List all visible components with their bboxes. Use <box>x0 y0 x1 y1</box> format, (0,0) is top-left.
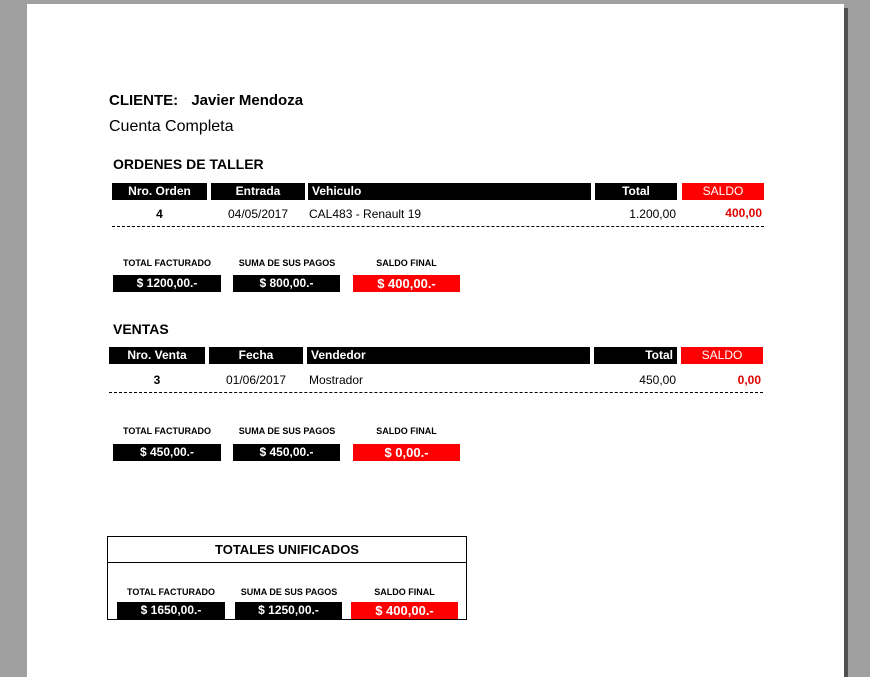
client-name: Javier Mendoza <box>191 92 304 109</box>
sales-saldo-label: SALDO FINAL <box>376 426 437 436</box>
unified-saldo-label: SALDO FINAL <box>374 587 435 597</box>
unified-totals-title: TOTALES UNIFICADOS <box>108 537 466 563</box>
sales-row-number: 3 <box>153 373 161 387</box>
unified-totals-box <box>107 536 467 620</box>
orders-section-title: ORDENES DE TALLER <box>113 156 264 172</box>
report-page <box>27 4 844 677</box>
orders-row-number: 4 <box>156 207 163 221</box>
orders-facturado-value: $ 1200,00.- <box>113 275 221 292</box>
sales-pagos-label: SUMA DE SUS PAGOS <box>238 426 336 436</box>
orders-col-vehicle: Vehiculo <box>308 183 591 200</box>
sales-facturado-label: TOTAL FACTURADO <box>123 426 211 436</box>
sales-facturado-value: $ 450,00.- <box>113 444 221 461</box>
sales-row-date: 01/06/2017 <box>225 373 287 387</box>
sales-row-divider <box>109 392 763 393</box>
unified-facturado-label: TOTAL FACTURADO <box>127 587 215 597</box>
orders-pagos-value: $ 800,00.- <box>233 275 340 292</box>
orders-col-number: Nro. Orden <box>112 183 207 200</box>
sales-section-title: VENTAS <box>113 321 169 337</box>
unified-pagos-value: $ 1250,00.- <box>235 602 342 619</box>
orders-row-date: 04/05/2017 <box>227 207 289 221</box>
client-label: CLIENTE: <box>109 92 179 109</box>
unified-pagos-label: SUMA DE SUS PAGOS <box>240 587 338 597</box>
orders-row-vehicle: CAL483 - Renault 19 <box>309 207 422 221</box>
sales-pagos-value: $ 450,00.- <box>233 444 340 461</box>
sales-saldo-value: $ 0,00.- <box>353 444 460 461</box>
orders-facturado-label: TOTAL FACTURADO <box>123 258 211 268</box>
orders-row-total: 1.200,00 <box>629 207 676 221</box>
orders-row-saldo: 400,00 <box>725 206 762 220</box>
sales-col-saldo: SALDO <box>681 347 763 364</box>
orders-col-saldo: SALDO <box>682 183 764 200</box>
unified-facturado-value: $ 1650,00.- <box>117 602 225 619</box>
sales-row-saldo: 0,00 <box>737 373 761 387</box>
sales-col-number: Nro. Venta <box>109 347 205 364</box>
sales-row-seller: Mostrador <box>309 373 364 387</box>
orders-saldo-label: SALDO FINAL <box>376 258 437 268</box>
report-subtitle: Cuenta Completa <box>109 118 234 135</box>
sales-col-seller: Vendedor <box>307 347 590 364</box>
orders-row-divider <box>112 226 764 227</box>
orders-col-date: Entrada <box>211 183 305 200</box>
client-line <box>109 92 303 109</box>
sales-col-date: Fecha <box>209 347 303 364</box>
unified-saldo-value: $ 400,00.- <box>351 602 458 619</box>
orders-pagos-label: SUMA DE SUS PAGOS <box>238 258 336 268</box>
sales-row-total: 450,00 <box>639 373 676 387</box>
orders-col-total: Total <box>595 183 677 200</box>
sales-col-total: Total <box>594 347 677 364</box>
orders-saldo-value: $ 400,00.- <box>353 275 460 292</box>
